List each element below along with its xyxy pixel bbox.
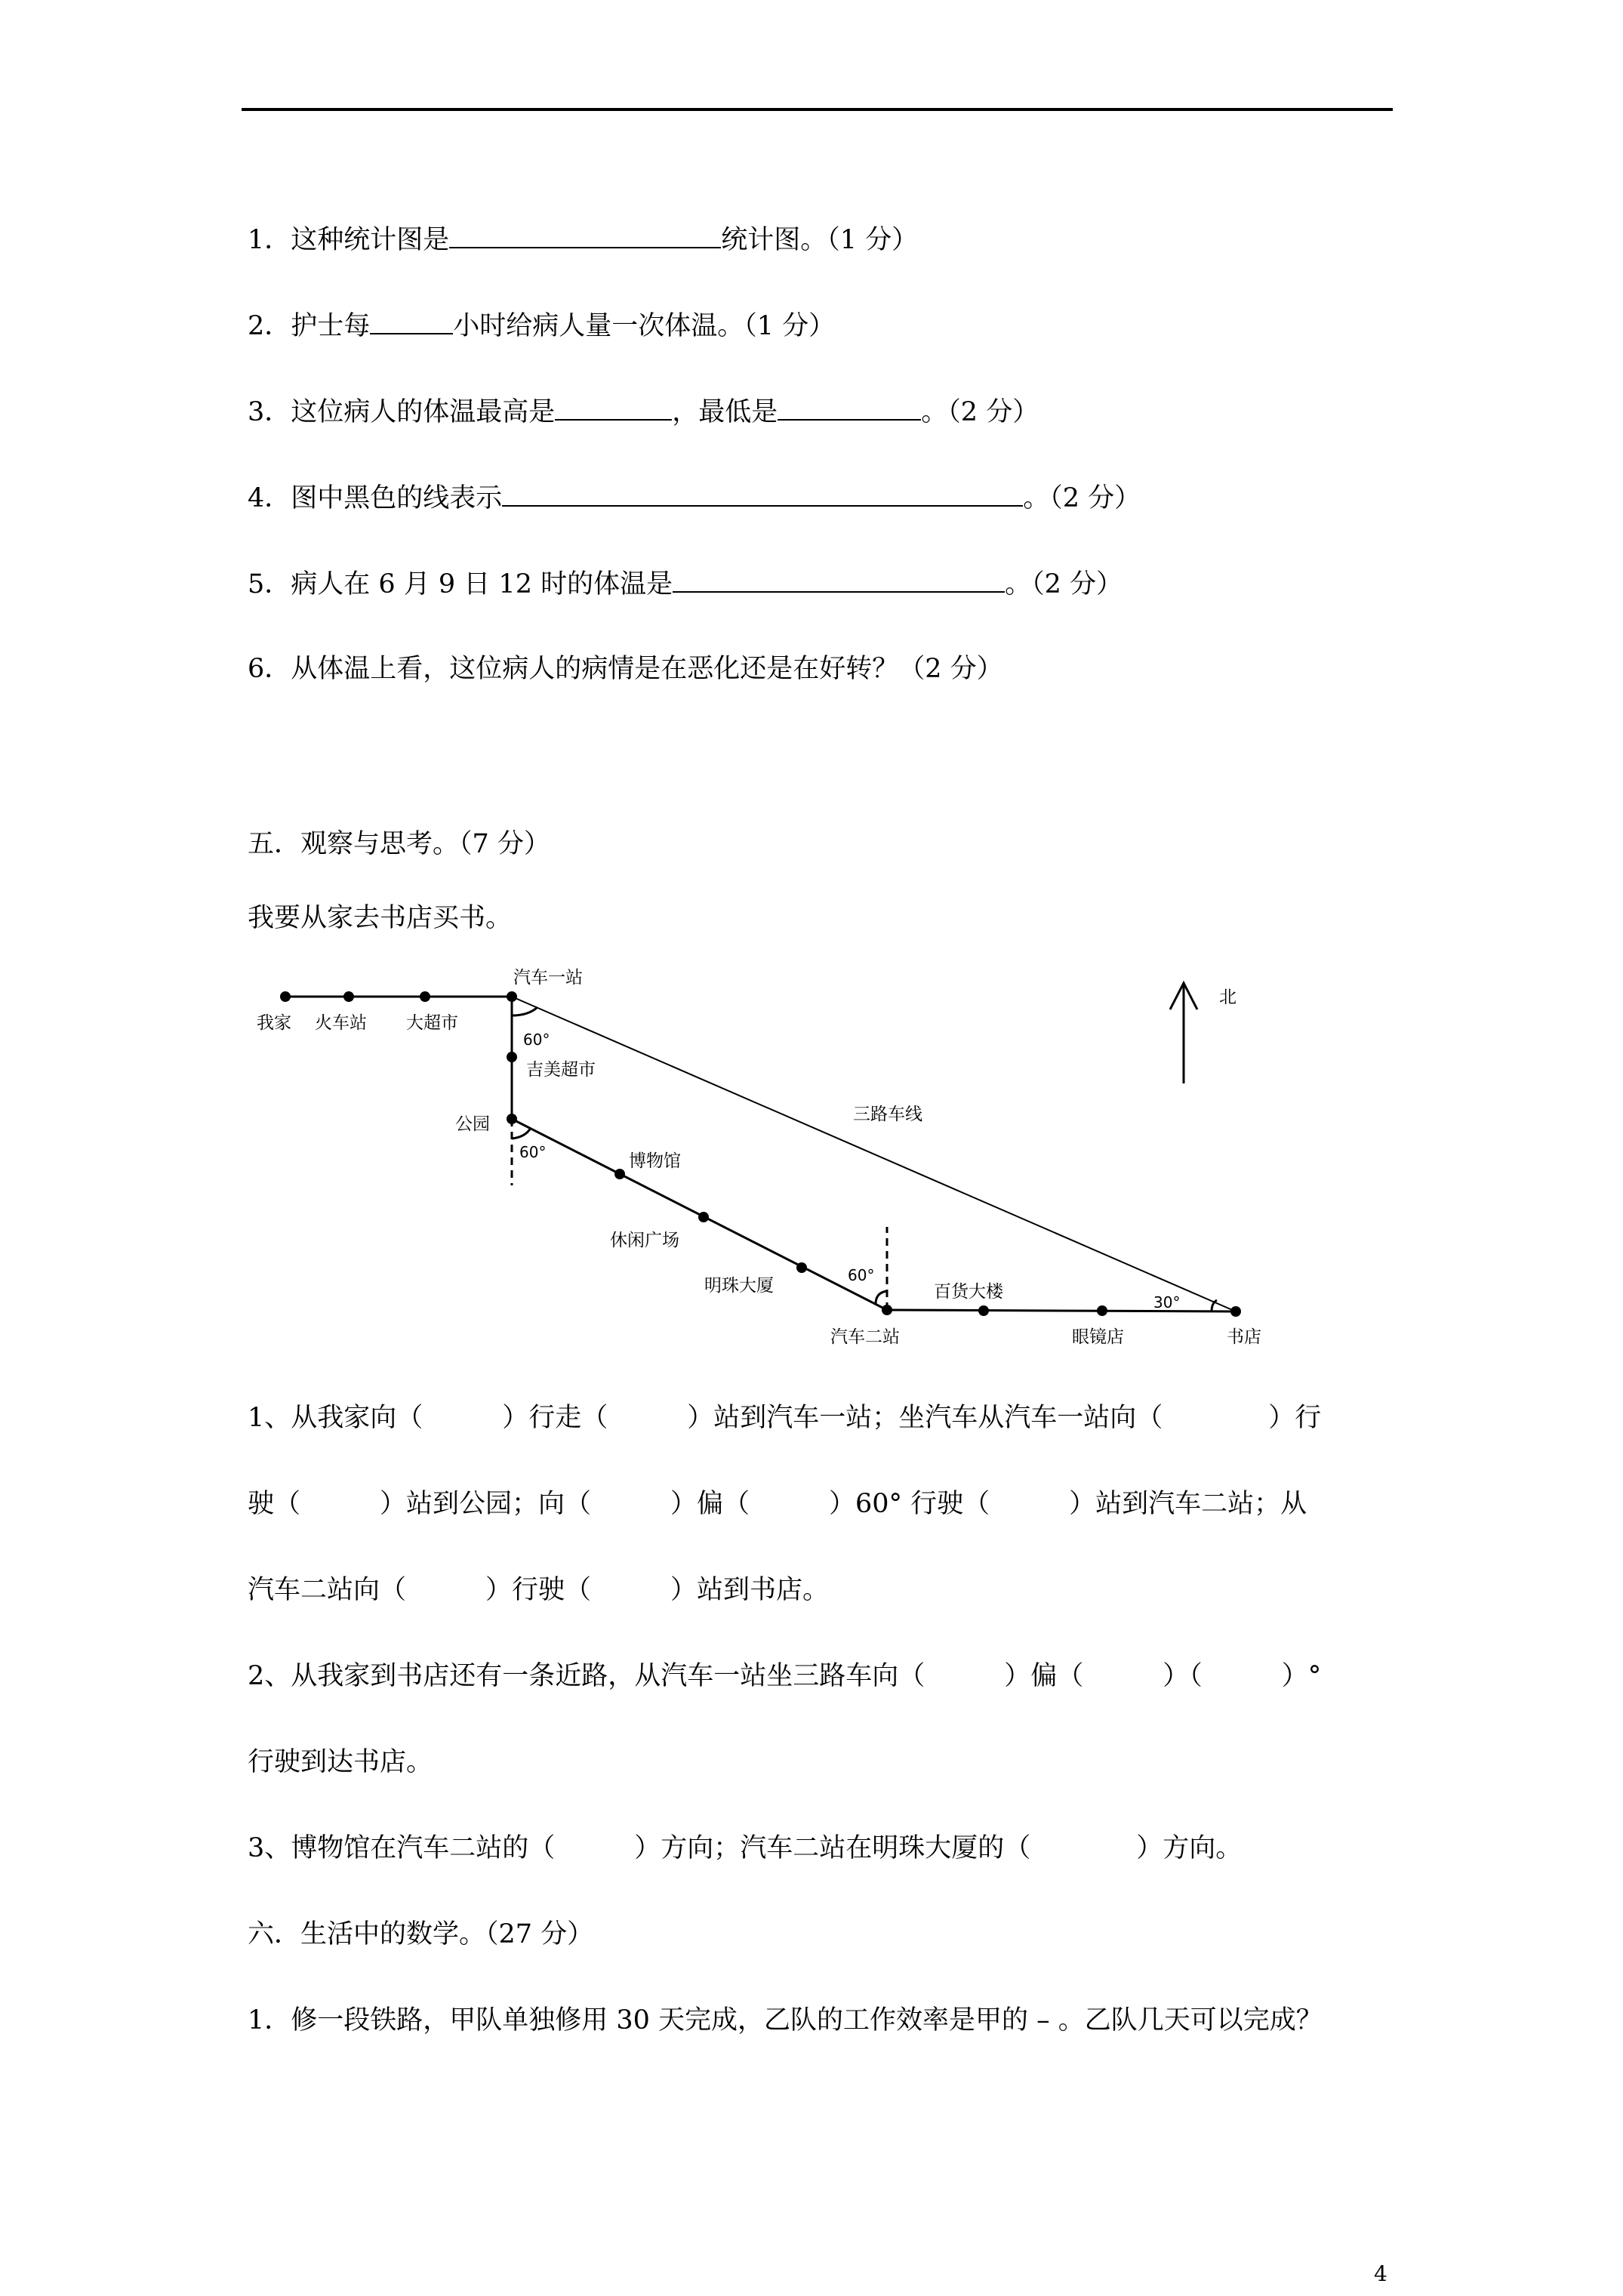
label-bookstore: 书店 [1227, 1327, 1261, 1347]
s5-q1-line3: 汽车二站向（ ）行驶（ ）站到书店。 [248, 1575, 830, 1605]
q4-item-4-suffix: 。（2 分） [1023, 483, 1141, 513]
station-dot-pearl [796, 1262, 807, 1273]
label-dept: 百货大楼 [934, 1282, 1003, 1302]
station-dot-glasses [1097, 1305, 1107, 1316]
station-dot-dept [978, 1305, 989, 1316]
s5-q2-line1: 2、从我家到书店还有一条近路，从汽车一站坐三路车向（ ）偏（ ）（ ）° [248, 1661, 1322, 1691]
q4-item-6: 6．从体温上看，这位病人的病情是在恶化还是在好转？（2 分） [248, 654, 1003, 684]
label-pearl: 明珠大厦 [704, 1276, 774, 1296]
station-dot-jimei [507, 1052, 517, 1062]
station-dot-home [280, 991, 291, 1002]
label-home: 我家 [257, 1013, 291, 1033]
angle-label-1: 60° [523, 1031, 550, 1049]
s5-q3: 3、博物馆在汽车二站的（ ）方向；汽车二站在明珠大厦的（ ）方向。 [248, 1833, 1243, 1863]
q4-item-4-text: 4．图中黑色的线表示 [248, 483, 503, 513]
station-dot-bookstore [1230, 1306, 1241, 1317]
label-north: 北 [1219, 988, 1236, 1007]
section5-title: 五．观察与思考。（7 分） [248, 829, 550, 859]
station-dot-bus1 [507, 991, 517, 1002]
s5-q1-line2: 驶（ ）站到公园；向（ ）偏（ ）60° 行驶（ ）站到汽车二站；从 [248, 1489, 1307, 1519]
label-supermarket: 大超市 [406, 1013, 458, 1033]
station-dot-bus2 [882, 1305, 892, 1315]
q4-item-3-suffix: 。（2 分） [921, 397, 1039, 427]
q4-item-5-text: 5．病人在 6 月 9 日 12 时的体温是 [248, 569, 673, 599]
label-leisure: 休闲广场 [610, 1231, 679, 1250]
station-dot-museum [614, 1169, 625, 1179]
s5-q1-line1: 1、从我家向（ ）行走（ ）站到汽车一站；坐汽车从汽车一站向（ ）行 [248, 1403, 1322, 1433]
label-route3: 三路车线 [853, 1105, 922, 1124]
angle-label-2: 60° [519, 1143, 547, 1161]
label-museum: 博物馆 [629, 1151, 681, 1171]
station-dot-supermarket [420, 991, 430, 1002]
label-train: 火车站 [315, 1013, 367, 1033]
station-dot-park [507, 1114, 517, 1124]
q4-item-5-suffix: 。（2 分） [1005, 569, 1123, 599]
station-dot-train [343, 991, 354, 1002]
q4-item-1-suffix: 统计图。（1 分） [721, 225, 919, 255]
label-park: 公园 [455, 1114, 490, 1134]
label-glasses: 眼镜店 [1072, 1327, 1124, 1347]
label-bus2: 汽车二站 [830, 1327, 900, 1347]
label-bus1: 汽车一站 [513, 968, 583, 988]
q4-item-2-suffix: 小时给病人量一次体温。（1 分） [453, 311, 836, 341]
s5-q2-line2: 行驶到达书店。 [248, 1747, 433, 1777]
station-dots [280, 991, 1241, 1317]
q4-item-3-text: 3．这位病人的体温最高是 [248, 397, 556, 427]
s6-q1: 1．修一段铁路，甲队单独修用 30 天完成，乙队的工作效率是甲的 – 。乙队几天可以完成？ [248, 2005, 1323, 2036]
page-number: 4 [1374, 2261, 1387, 2286]
angle-label-4: 30° [1153, 1293, 1181, 1311]
section6-title: 六．生活中的数学。（27 分） [248, 1919, 594, 1949]
q4-item-3-mid: ，最低是 [672, 397, 778, 427]
angle-label-3: 60° [848, 1266, 875, 1284]
station-dot-leisure [698, 1212, 709, 1222]
q4-item-1-text: 1．这种统计图是 [248, 225, 450, 255]
label-jimei: 吉美超市 [526, 1060, 596, 1080]
q4-item-2-text: 2．护士每 [248, 311, 371, 341]
section5-intro: 我要从家去书店买书。 [248, 903, 513, 933]
